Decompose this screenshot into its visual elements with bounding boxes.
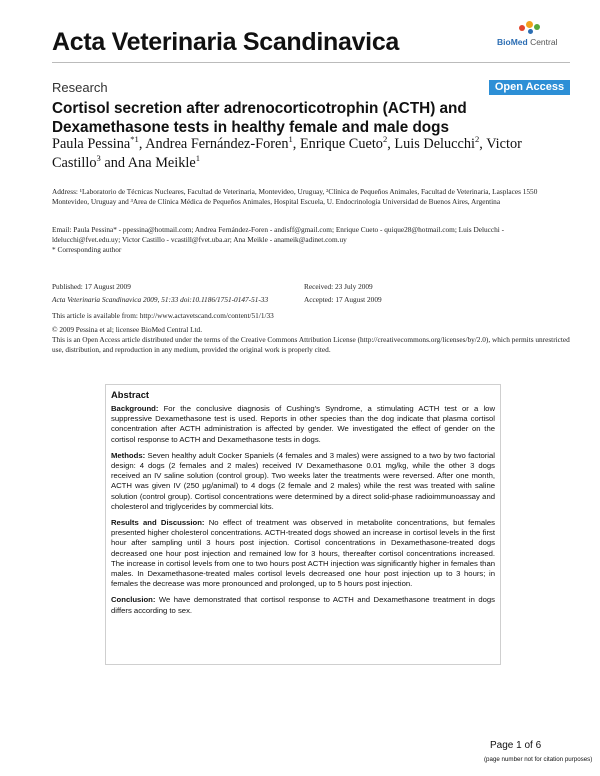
author-affiliation-mark: 2 <box>382 134 388 145</box>
logo-dot <box>528 29 533 34</box>
biomed-central-logo <box>497 20 569 54</box>
corresponding-author-note: * Corresponding author <box>52 245 122 254</box>
author-affiliation-mark: 2 <box>475 134 480 145</box>
article-title: Cortisol secretion after adrenocorticotrophin (ACTH) and Dexamethasone tests in healthy female and male dogs <box>52 100 467 136</box>
article-url[interactable]: This article is available from: http://www.actavetscand.com/content/51/1/33 <box>52 311 274 320</box>
page-number-note: (page number not for citation purposes) <box>484 756 593 763</box>
open-access-badge: Open Access <box>489 80 570 95</box>
copyright-block <box>52 325 582 356</box>
abstract-content <box>111 389 495 622</box>
abstract-results: Results and Discussion: No effect of treatment was observed in metabolite concentrations, but females presented higher cholesterol concentrations. ACTH-treated dogs showed an increase in cortisol levels in the first hour after sampling until 3 hours post injection. Cortisol concentrations in Dexamethasone-treated dogs decreased one hour post injection and remained low for 3 hours, thereafter cortisol concentrations increased. The increase in cortisol levels from one to two hours post ACTH injection was significantly higher in females than males. In Dexamethasone-treated males cortisol levels decreased one hour post injection up to 3 hours; in females the decrease was more pronounced and prolonged, up to 5 hours post injection. <box>111 518 496 589</box>
logo-dot <box>534 24 540 30</box>
author-addresses: Address: ¹Laboratorio de Técnicas Nucleares, Facultad de Veterinaria, Montevideo, Uruguay, ²Clínica de Pequeños Animales, Facultad de Veterinaria, Lasplaces 1550 Montevideo, Uruguay and ³Area de Clínica Médica de Pequeños Animales, Hospital Escuela, U. Endocrinología Universidad de Buenos Aires, Argentina <box>52 187 538 207</box>
published-date: Published: 17 August 2009 <box>52 282 131 291</box>
received-date: Received: 23 July 2009 <box>304 282 373 291</box>
author-name: Ana Meikle <box>127 155 196 171</box>
author-name: Paula Pessina <box>52 136 131 152</box>
author-name: Victor Castillo <box>52 136 522 171</box>
author-affiliation-mark: 1 <box>288 134 293 145</box>
section-label: Research <box>52 80 108 95</box>
logo-text: BioMed Central <box>497 37 558 47</box>
author-affiliation-mark: 1 <box>195 153 200 164</box>
author-list: Paula Pessina$^{*1}$, Andrea Fernández-Foren$^1$, Enrique Cueto$^2$, Luis Delucchi$^2$, Victor Castillo$^3$ and Ana Meikle$^1$ <box>52 134 522 171</box>
license-text: This is an Open Access article distributed under the terms of the Creative Commons Attribution License (http://creativecommons.org/licenses/by/2.0), which permits unrestricted use, distribution, and reproduction in any medium, provided the original work is properly cited. <box>52 335 570 355</box>
author-name: Enrique Cueto <box>299 136 383 152</box>
abstract-box <box>105 384 501 665</box>
copyright-line: © 2009 Pessina et al; licensee BioMed Central Ltd. <box>52 325 203 334</box>
logo-dot <box>519 25 525 31</box>
accepted-date: Accepted: 17 August 2009 <box>304 295 382 305</box>
abstract-heading: Abstract <box>111 389 150 400</box>
abstract-methods: Methods: Seven healthy adult Cocker Spaniels (4 females and 3 males) were assigned to a two by two factorial design: 4 dogs (2 females and 2 males) received IV Dexamethasone 0.01 mg/kg, while the other 3 dogs received an IV saline solution (control group). Two weeks later the treatments were reversed. After one month, ACTH was given IV (250 μg/animal) to 4 dogs (2 female and 2 males) while the rest was treated with saline solution (control group). Cortisol concentrations were determined by a direct solid-phase radioimmunoassay and cholesterol and triglycerides by commercial kits. <box>111 450 495 511</box>
abstract-background: Background: For the conclusive diagnosis of Cushing's Syndrome, a stimulating ACTH test or a low suppressive Dexamethasone test is used. Reports in other species than the dog indicate that plasma cortisol concentration after ACTH administration is affected by gender. We investigated the effect of gender on the cortisol response to ACTH and Dexamethasone tests in dogs. <box>111 404 496 444</box>
submission-dates <box>304 282 382 305</box>
logo-dots-icon <box>517 20 547 36</box>
author-affiliation-mark: 3 <box>96 153 101 164</box>
page-number: Page 1 of 6 <box>490 740 542 751</box>
logo-dot <box>526 21 533 28</box>
publication-info <box>52 282 268 305</box>
author-name: Luis Delucchi <box>394 136 475 152</box>
header-divider <box>52 62 570 63</box>
author-emails: Email: Paula Pessina* - ppessina@hotmail.com; Andrea Fernández-Foren - andisff@gmail.com; Enrique Cueto - quique28@hotmail.com; Luis Delucchi - ldelucchi@fvet.edu.uy; Victor Castillo - vcastill@fvet.uba.ar; Ana Meikle - anameik@adinet.com.uy <box>52 225 505 245</box>
abstract-conclusion: Conclusion: We have demonstrated that cortisol response to ACTH and Dexamethasone treatment in dogs differs according to sex. <box>111 595 495 615</box>
citation: Acta Veterinaria Scandinavica 2009, 51:33 doi:10.1186/1751-0147-51-33 <box>52 295 269 305</box>
author-affiliation-mark: *1 <box>130 134 139 145</box>
journal-title: Acta Veterinaria Scandinavica <box>52 28 400 56</box>
author-name: Andrea Fernández-Foren <box>145 136 289 152</box>
